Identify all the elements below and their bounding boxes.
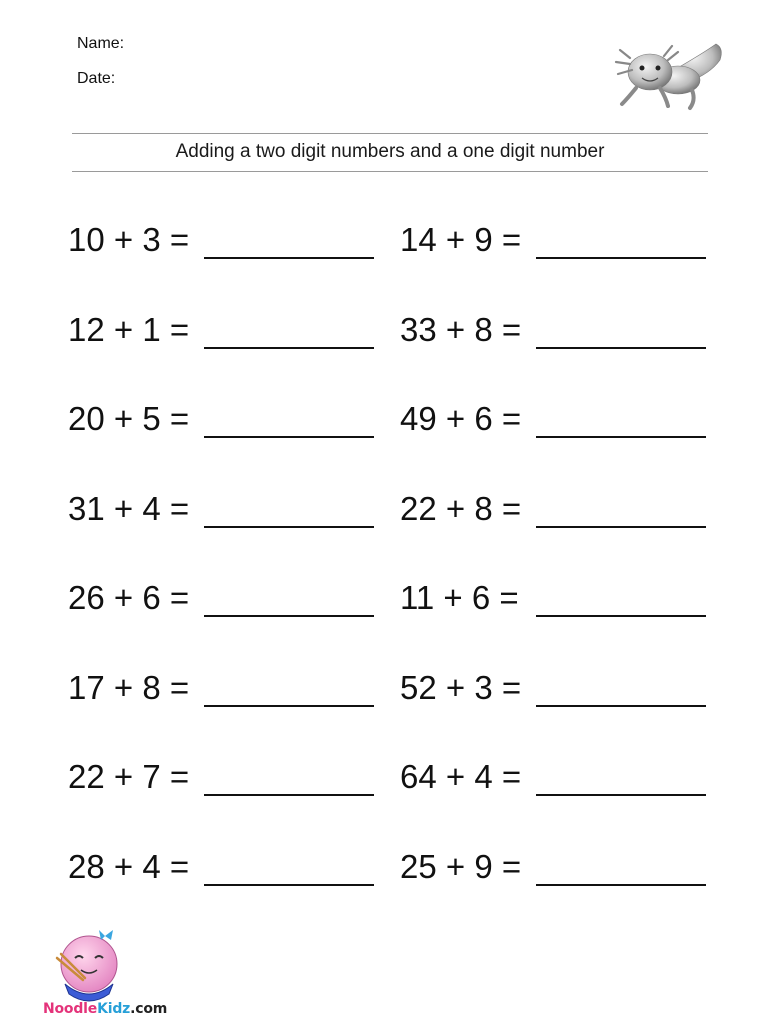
problem-expression: 14 + 9 = xyxy=(400,221,522,258)
problem-expression: 31 + 4 = xyxy=(68,489,190,527)
problem-expression: 26 + 6 = xyxy=(68,579,190,616)
worksheet-title: Adding a two digit numbers and a one digit number xyxy=(175,141,605,162)
logo-word-kidz: Kidz xyxy=(97,1001,131,1017)
problem-item xyxy=(68,838,400,896)
problem-expression: 10 + 3 = xyxy=(68,221,190,258)
problem-item xyxy=(68,390,400,448)
problem-item xyxy=(68,659,400,717)
answer-blank[interactable] xyxy=(536,659,706,707)
answer-blank[interactable] xyxy=(536,569,706,617)
problem-item xyxy=(68,480,400,538)
problem-item xyxy=(400,211,713,269)
problem-item xyxy=(68,569,400,627)
logo-word-com: .com xyxy=(130,1001,168,1017)
title-rule-bottom xyxy=(72,171,708,172)
problem-item xyxy=(68,211,400,269)
answer-blank[interactable] xyxy=(536,211,706,259)
answer-blank[interactable] xyxy=(204,838,374,886)
axolotl-mascot-icon xyxy=(612,32,728,112)
answer-blank[interactable] xyxy=(536,838,706,886)
problem-expression: 17 + 8 = xyxy=(68,668,190,706)
answer-blank[interactable] xyxy=(536,390,706,438)
problem-expression: 52 + 3 = xyxy=(400,668,522,706)
answer-blank[interactable] xyxy=(204,569,374,617)
problem-item xyxy=(400,301,713,359)
problem-item xyxy=(400,838,713,896)
problem-item xyxy=(400,480,713,538)
problem-expression: 33 + 8 = xyxy=(400,310,522,348)
problem-grid xyxy=(68,211,713,927)
problem-item xyxy=(68,748,400,806)
problem-expression: 64 + 4 = xyxy=(400,758,522,795)
problem-item xyxy=(400,748,713,806)
answer-blank[interactable] xyxy=(204,211,374,259)
problem-expression: 22 + 8 = xyxy=(400,489,522,527)
problem-expression: 28 + 4 = xyxy=(68,847,190,885)
problem-expression: 25 + 9 = xyxy=(400,847,522,885)
answer-blank[interactable] xyxy=(536,301,706,349)
logo-word-noodle: Noodle xyxy=(43,1001,98,1017)
problem-item xyxy=(400,659,713,717)
problem-item xyxy=(68,301,400,359)
noodle-kidz-logo-text xyxy=(43,1001,167,1017)
answer-blank[interactable] xyxy=(204,301,374,349)
answer-blank[interactable] xyxy=(204,390,374,438)
problem-expression: 20 + 5 = xyxy=(68,400,190,437)
problem-expression: 49 + 6 = xyxy=(400,400,522,437)
title-rule-top xyxy=(72,133,708,134)
problem-expression: 22 + 7 = xyxy=(68,758,190,795)
problem-expression: 12 + 1 = xyxy=(68,310,190,348)
answer-blank[interactable] xyxy=(536,748,706,796)
answer-blank[interactable] xyxy=(204,480,374,528)
problem-expression: 11 + 6 = xyxy=(400,579,519,616)
answer-blank[interactable] xyxy=(204,748,374,796)
problem-item xyxy=(400,390,713,448)
answer-blank[interactable] xyxy=(536,480,706,528)
problem-item xyxy=(400,569,713,627)
date-label: Date: xyxy=(77,70,116,87)
answer-blank[interactable] xyxy=(204,659,374,707)
name-label: Name: xyxy=(77,35,125,52)
